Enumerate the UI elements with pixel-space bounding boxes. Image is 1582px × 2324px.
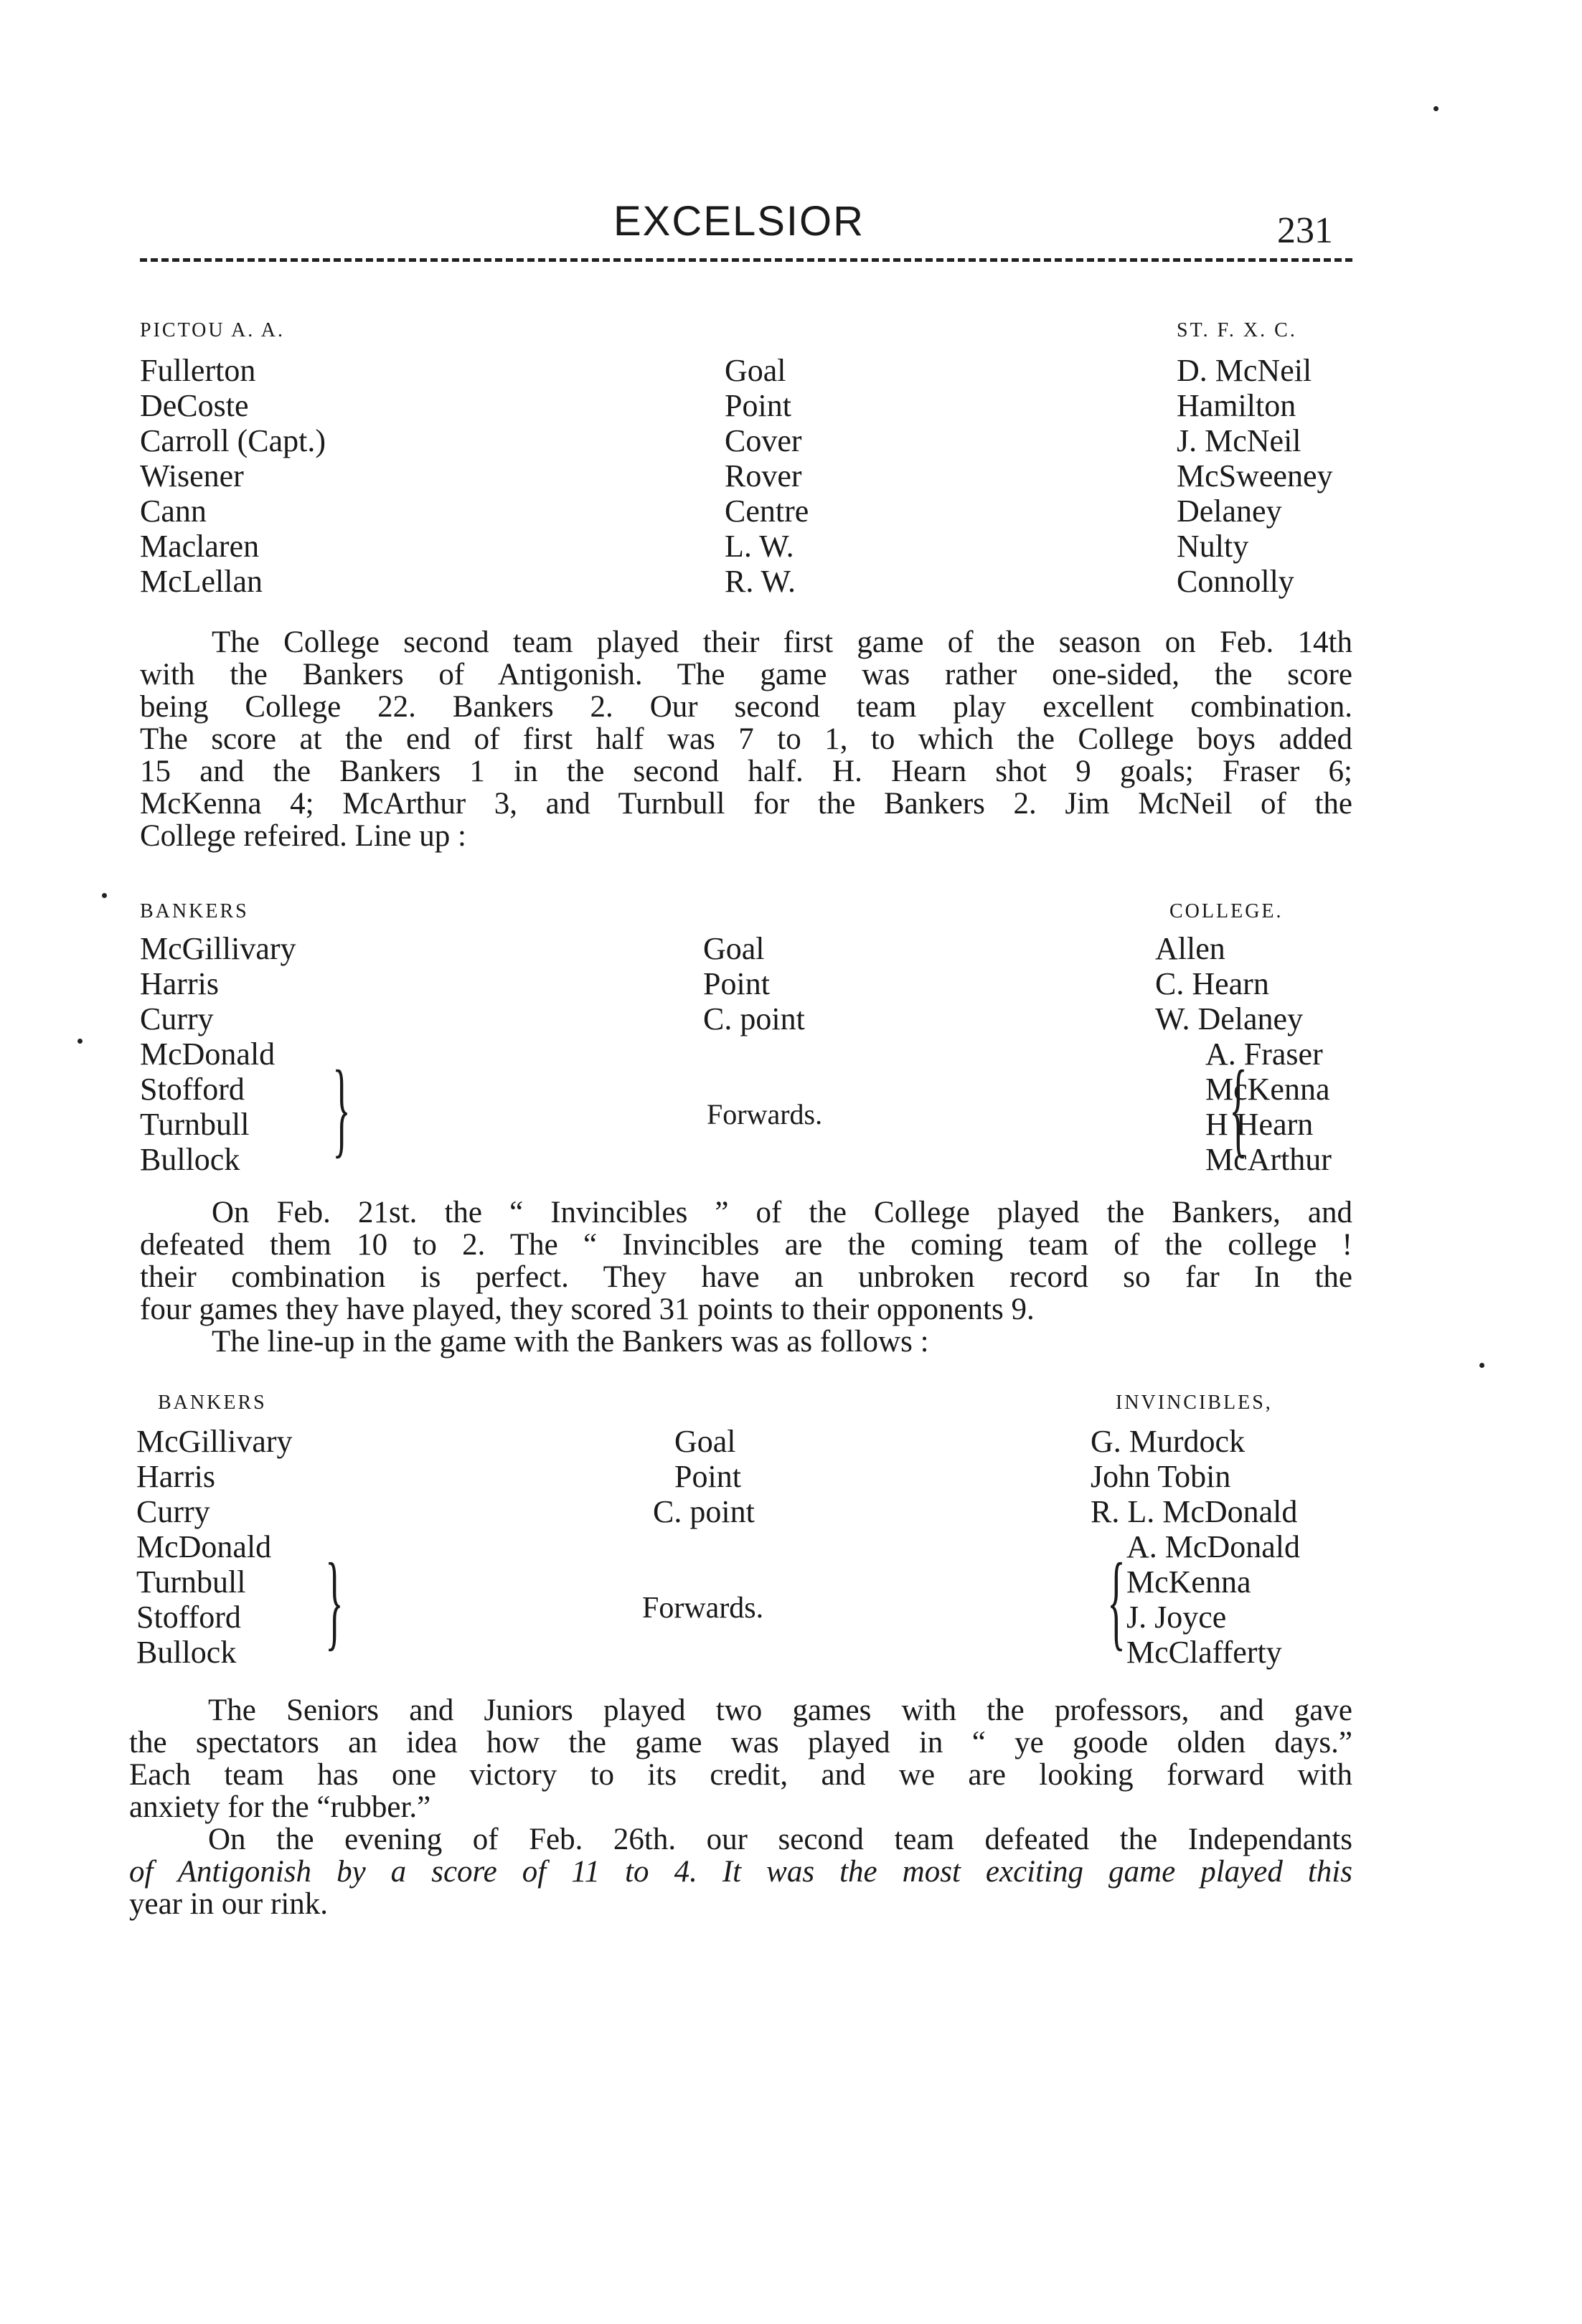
lineup-right-players bbox=[1177, 353, 1333, 599]
player: McGillivary bbox=[140, 931, 296, 966]
player: Bullock bbox=[140, 1142, 240, 1177]
text-line: On the evening of Feb. 26th. our second team defeated the Independants bbox=[208, 1823, 1352, 1856]
position: Goal bbox=[703, 931, 765, 966]
text-line: defeated them 10 to 2. The “ Invincibles are the coming team of the college ! bbox=[140, 1228, 1352, 1262]
lineup-positions bbox=[653, 1424, 755, 1529]
player: McDonald bbox=[140, 1036, 276, 1072]
position: C. point bbox=[703, 1001, 805, 1036]
player: Stofford bbox=[140, 1072, 245, 1107]
player: John Tobin bbox=[1091, 1459, 1231, 1494]
text-line: anxiety for the “rubber.” bbox=[129, 1790, 431, 1824]
position: Goal bbox=[674, 1424, 736, 1459]
player: McKenna bbox=[1126, 1564, 1251, 1600]
print-speck bbox=[77, 1039, 83, 1044]
team-heading-right: COLLEGE. bbox=[1169, 900, 1284, 922]
player: Harris bbox=[140, 966, 219, 1001]
player: Fullerton bbox=[140, 353, 256, 388]
player: McClafferty bbox=[1126, 1635, 1282, 1670]
text-line: with the Bankers of Antigonish. The game was rather one-sided, the score bbox=[140, 658, 1352, 691]
player: McDonald bbox=[136, 1529, 272, 1564]
lineup-positions bbox=[725, 353, 809, 599]
text-line: four games they have played, they scored 31 points to their opponents 9. bbox=[140, 1293, 1035, 1326]
position: Point bbox=[703, 966, 770, 1001]
player: Cann bbox=[140, 493, 207, 529]
text-line: their combination is perfect. They have an unbroken record so far In the bbox=[140, 1260, 1352, 1294]
team-heading-left: BANKERS bbox=[140, 900, 249, 922]
position: Goal bbox=[725, 353, 786, 388]
player: McGillivary bbox=[136, 1424, 293, 1459]
text-line: The Seniors and Juniors played two games with the professors, and gave bbox=[208, 1694, 1352, 1727]
forwards-label: Forwards. bbox=[642, 1592, 764, 1625]
left-brace: } bbox=[325, 1541, 344, 1661]
position: Point bbox=[674, 1459, 741, 1494]
position: Cover bbox=[725, 423, 802, 458]
player: McLellan bbox=[140, 564, 263, 599]
player: Curry bbox=[140, 1001, 214, 1036]
player: D. McNeil bbox=[1177, 353, 1312, 388]
player: W. Delaney bbox=[1155, 1001, 1304, 1036]
player: Stofford bbox=[136, 1600, 241, 1635]
position: C. point bbox=[653, 1494, 755, 1529]
page-title: EXCELSIOR bbox=[613, 198, 865, 245]
position: Centre bbox=[725, 493, 809, 529]
left-brace: } bbox=[332, 1049, 351, 1168]
header-rule bbox=[140, 258, 1352, 262]
player: A. Fraser bbox=[1205, 1036, 1323, 1072]
player: Maclaren bbox=[140, 529, 260, 564]
player: McSweeney bbox=[1177, 458, 1333, 493]
player: Nulty bbox=[1177, 529, 1249, 564]
player: Curry bbox=[136, 1494, 210, 1529]
player: Connolly bbox=[1177, 564, 1294, 599]
player: Turnbull bbox=[136, 1564, 246, 1600]
text-line: The score at the end of first half was 7 to 1, to which the College boys added bbox=[140, 722, 1352, 756]
text-line: of Antigonish by a score of 11 to 4. It was the most exciting game played this bbox=[129, 1855, 1352, 1889]
lineup-left-players bbox=[140, 353, 326, 599]
text-line: The College second team played their first game of the season on Feb. 14th bbox=[212, 625, 1352, 659]
print-speck bbox=[102, 893, 107, 898]
paragraph-seniors-juniors bbox=[129, 1694, 1352, 1823]
right-brace: { bbox=[1229, 1049, 1248, 1168]
print-speck bbox=[1479, 1363, 1484, 1368]
text-line: The line-up in the game with the Bankers was as follows : bbox=[212, 1325, 929, 1359]
text-line: year in our rink. bbox=[129, 1887, 329, 1921]
print-speck bbox=[1433, 106, 1439, 111]
player: McKenna bbox=[1205, 1072, 1330, 1107]
position: L. W. bbox=[725, 529, 794, 564]
paragraph-invincibles bbox=[140, 1196, 1352, 1358]
player: Carroll (Capt.) bbox=[140, 423, 326, 458]
page-number: 231 bbox=[1277, 210, 1333, 251]
lineup-positions bbox=[703, 931, 805, 1036]
position: Point bbox=[725, 388, 791, 423]
position: R. W. bbox=[725, 564, 796, 599]
text-line: being College 22. Bankers 2. Our second team play excellent combination. bbox=[140, 690, 1352, 724]
player: Allen bbox=[1155, 931, 1225, 966]
player: Hamilton bbox=[1177, 388, 1296, 423]
player: DeCoste bbox=[140, 388, 249, 423]
paragraph-independants bbox=[129, 1823, 1352, 1920]
forwards-label: Forwards. bbox=[707, 1098, 823, 1130]
text-line: Each team has one victory to its credit, and we are looking forward with bbox=[129, 1758, 1352, 1792]
player: Turnbull bbox=[140, 1107, 250, 1142]
team-heading-right: ST. F. X. C. bbox=[1177, 319, 1297, 341]
right-brace: { bbox=[1107, 1541, 1126, 1661]
player: G. Murdock bbox=[1091, 1424, 1246, 1459]
text-line: McKenna 4; McArthur 3, and Turnbull for the Bankers 2. Jim McNeil of the bbox=[140, 787, 1352, 821]
player: Bullock bbox=[136, 1635, 237, 1670]
lineup-left-players bbox=[136, 1424, 293, 1670]
lineup-left-players bbox=[140, 931, 296, 1177]
player: Wisener bbox=[140, 458, 244, 493]
text-line: On Feb. 21st. the “ Invincibles ” of the College played the Bankers, and bbox=[212, 1196, 1352, 1229]
player: C. Hearn bbox=[1155, 966, 1269, 1001]
team-heading-left: BANKERS bbox=[158, 1392, 267, 1414]
position: Rover bbox=[725, 458, 802, 493]
player: J. Joyce bbox=[1126, 1600, 1227, 1635]
team-heading-left: PICTOU A. A. bbox=[140, 319, 285, 341]
team-heading-right: INVINCIBLES, bbox=[1116, 1392, 1273, 1414]
player: A. McDonald bbox=[1126, 1529, 1300, 1564]
player: Harris bbox=[136, 1459, 215, 1494]
paragraph-second-team bbox=[140, 626, 1352, 852]
player: H Hearn bbox=[1205, 1107, 1314, 1142]
player: McArthur bbox=[1205, 1142, 1332, 1177]
text-line: 15 and the Bankers 1 in the second half. H. Hearn shot 9 goals; Fraser 6; bbox=[140, 755, 1352, 788]
text-line: College refeired. Line up : bbox=[140, 819, 466, 853]
player: Delaney bbox=[1177, 493, 1282, 529]
player: J. McNeil bbox=[1177, 423, 1301, 458]
text-line: the spectators an idea how the game was played in “ ye goode olden days.” bbox=[129, 1726, 1352, 1759]
player: R. L. McDonald bbox=[1091, 1494, 1298, 1529]
